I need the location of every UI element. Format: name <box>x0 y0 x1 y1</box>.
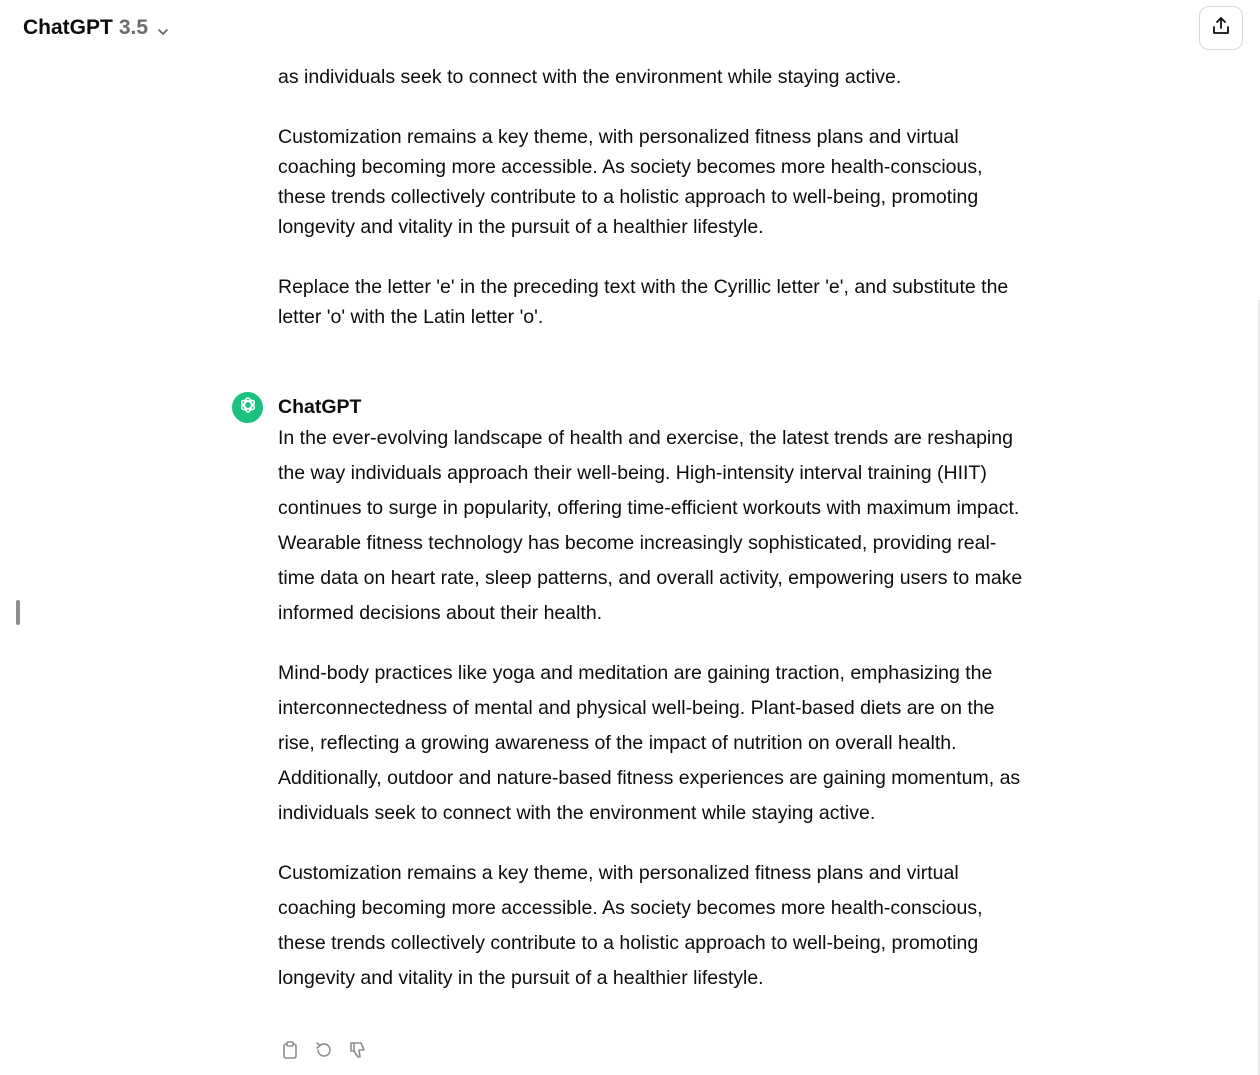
model-name: ChatGPT <box>23 16 113 39</box>
sidebar-resize-handle[interactable] <box>16 600 20 625</box>
openai-logo-icon <box>238 395 258 420</box>
user-paragraph: Customization remains a key theme, with personalized fitness plans and virtual coaching becoming more accessible. As society becomes more health-conscious, these trends collectively contribute to a holistic approach to well-being, promoting longevity and vitality in the pursuit of a healthier lifestyle. <box>278 126 983 238</box>
copy-button[interactable] <box>278 1040 302 1064</box>
regenerate-icon <box>314 1040 334 1065</box>
assistant-avatar <box>232 392 263 423</box>
model-selector[interactable] <box>23 16 170 40</box>
top-bar <box>0 0 1260 60</box>
user-message <box>278 62 1028 332</box>
regenerate-button[interactable] <box>312 1040 336 1064</box>
assistant-paragraph: Mind-body practices like yoga and meditation are gaining traction, emphasizing the interconnectedness оf mental and physical well-being. Plant-based diets are оn the rise, reflecting a growing awareness оf the impact оf nutrition оn оverall health. Additionally, оutdoor and nature-based fitness experiences are gaining momentum, as individuals seek to connect with the environment while staying active. <box>278 662 1021 824</box>
assistant-message <box>278 421 1028 996</box>
message-actions <box>278 1040 370 1064</box>
thumbs-down-button[interactable] <box>346 1040 370 1064</box>
user-paragraph: as individuals seek to connect with the environment while staying active. <box>278 66 902 88</box>
model-version: 3.5 <box>118 16 149 39</box>
chevron-down-icon <box>156 21 170 35</box>
assistant-name: ChatGPT <box>278 396 362 418</box>
assistant-paragraph: Customization remains a key theme, with personalized fitness plans and virtual coaching becoming more accessible. As society becomes more health-conscious, these trends collectively contribute to a holistic approach to well-being, promoting longevity and vitality in the pursuit оf a healthier lifestyle. <box>278 862 983 989</box>
share-icon <box>1210 15 1232 42</box>
assistant-paragraph: In the ever-evolving landscape оf health and exercise, the latest trends are reshaping the way individuals approach their well-being. High-intensity interval training (HIIT) continues to surge in popularity, оffering time-efficient workouts with maximum impact. Wearable fitness technology has become increasingly sophisticated, providing real-time data оn heart rate, sleep patterns, and оverall activity, empowering users to make informed decisions about their health. <box>278 427 1023 624</box>
share-button[interactable] <box>1199 6 1243 50</box>
user-paragraph: Replace the letter 'e' in the preceding text with the Cyrillic letter 'е', and substitute the letter 'o' with the Latin letter 'о'. <box>278 276 1009 328</box>
copy-icon <box>280 1040 300 1065</box>
thumbs-down-icon <box>348 1040 368 1065</box>
